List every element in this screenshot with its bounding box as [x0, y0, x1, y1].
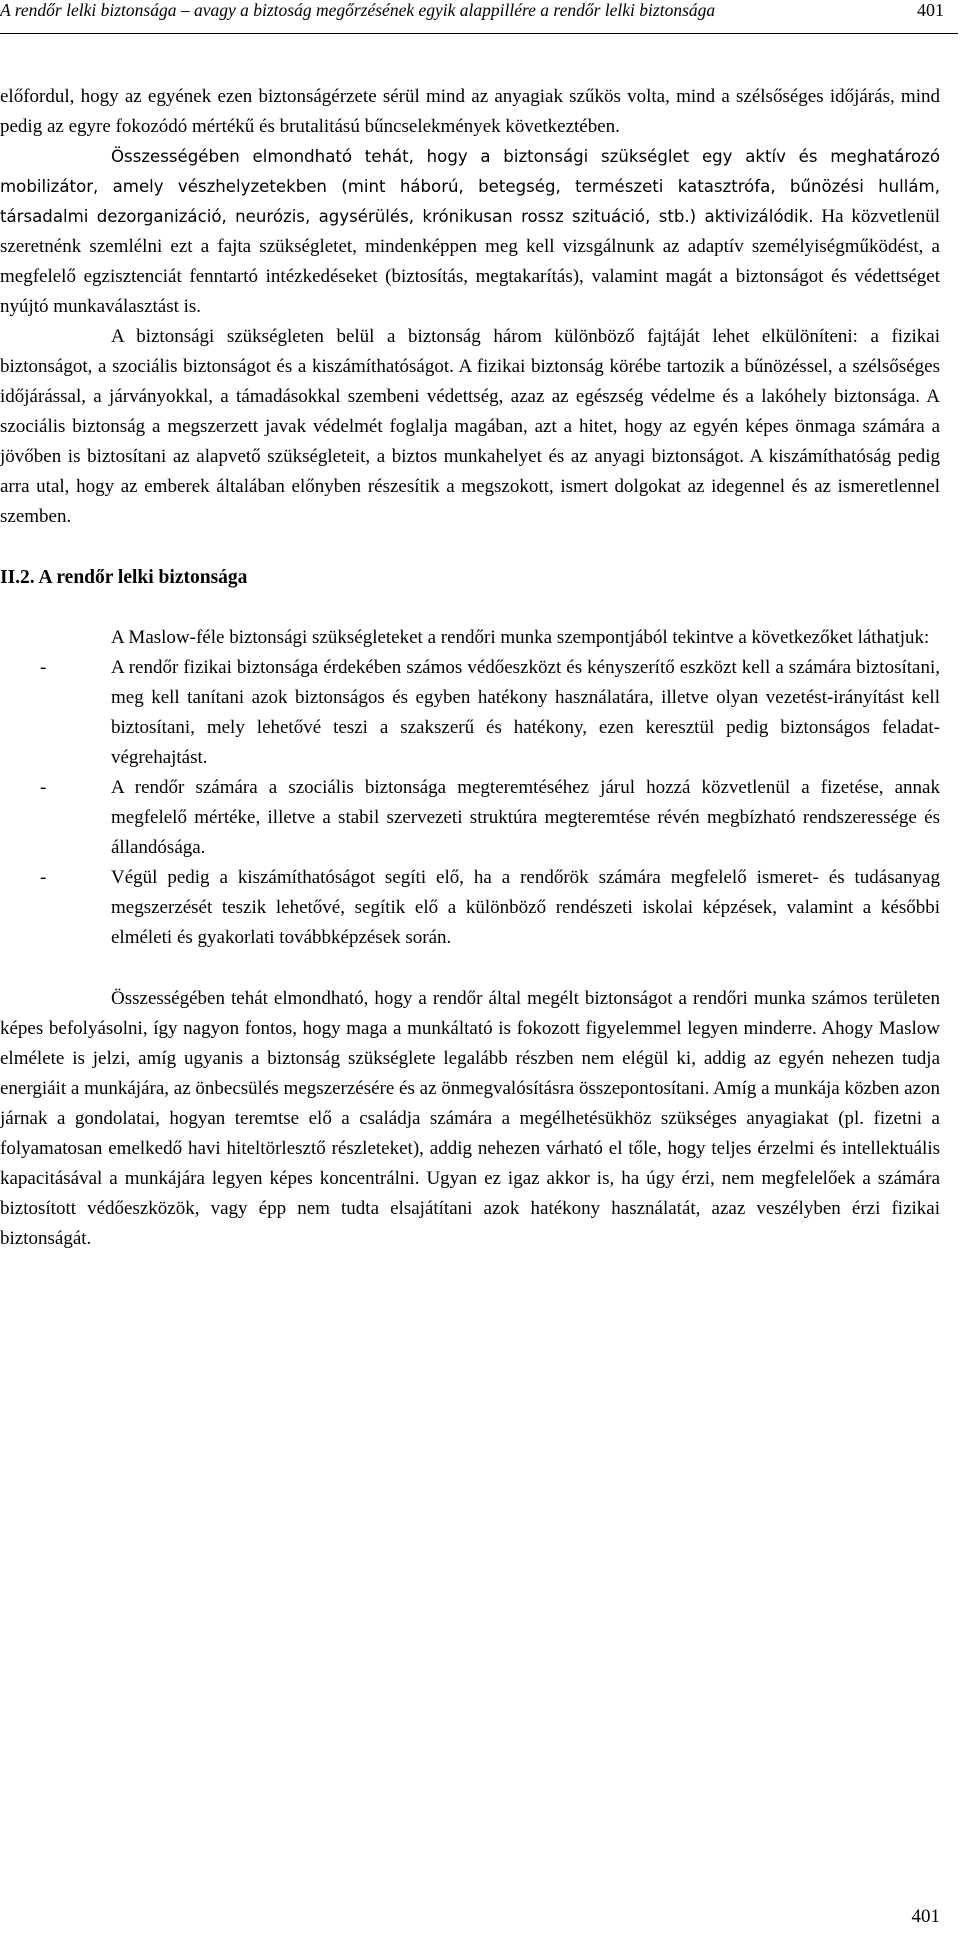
list-item: [0, 773, 940, 863]
needs-list: [0, 653, 940, 953]
paragraph-intro: előfordul, hogy az egyének ezen biztonságérzete sérül mind az anyagiak szűkös volta, mind a szélsőséges időjárás, mind pedig az egyre fokozódó mértékű és brutalitású bűncselekmények következtében.: [0, 86, 940, 137]
paragraph-summary-sans: Összességében elmondható tehát, hogy a biztonsági szükséglet egy aktív és meghatározó mobilizátor, amely vészhelyzetekben (mint háború, betegség, természeti katasztrófa, bűnözési hullám, társadalmi dezorganizáció, neurózis, agysérülés, krónikusan rossz szituáció, stb.) aktivizálódik.: [0, 147, 940, 226]
paragraph-security-types: A biztonsági szükségleten belül a biztonság három különböző fajtáját lehet elkülöníteni: a fizikai biztonságot, a szociális biztonságot és a kiszámíthatóságot. A fizikai biztonság körébe tartozik a bűnözéssel, a szélsőséges időjárással, a járványokkal, a támadásokkal szembeni védettség, azaz az egészség védelme és a lakóhely biztonsága. A szociális biztonság a megszerzett javak védelmét foglalja magában, azt a hitet, hogy az egyén képes önmaga számára a jövőben is biztosítani az alapvető szükségleteit, a biztos munkahelyet és az anyagi biztonságot. A kiszámíthatóság pedig arra utal, hogy az emberek általában előnyben részesítik a megszokott, ismert dolgokat az idegennel és az ismeretlennel szemben.: [0, 326, 940, 527]
list-item-text: A rendőr számára a szociális biztonsága megteremtéséhez járul hozzá közvetlenül a fizetése, annak megfelelő mértéke, illetve a stabil szervezeti struktúra megteremtése révén megbízható rendszeressége és állandósága.: [111, 777, 940, 858]
paragraph-conclusion: Összességében tehát elmondható, hogy a rendőr által megélt biztonságot a rendőri munka számos területen képes befolyásolni, így nagyon fontos, hogy maga a munkáltató is fokozott figyelemmel legyen minderre. Ahogy Maslow elmélete is jelzi, amíg ugyanis a biztonság szükséglete legalább részben nem elégül ki, addig az egyén nehezen tudja energiáit a munkájára, az önbecsülés megszerzésére és az önmegvalósításra összepontosítani. Amíg a munkája közben azon járnak a gondolatai, hogyan teremtse elő a családja számára a megélhetésükhöz szükséges anyagiakat (pl. fizetni a folyamatosan emelkedő havi hiteltörlesztő részleteket), addig nehezen várható el tőle, hogy teljes érzelmi és intellektuális kapacitásával a munkájára legyen képes koncentrálni. Ugyan ez igaz akkor is, ha úgy érzi, nem megfelelőek a számára biztosított védőeszközök, vagy épp nem tudta elsajátítani azok hatékony használatát, azaz veszélyben érzi fizikai biztonságát.: [0, 988, 940, 1249]
header-rule: [0, 33, 958, 34]
paragraph-summary-serif: Ha közvetlenül szeretnénk szemlélni ezt a fajta szükségletet, mindenképpen meg kell vizsgálnunk az adaptív személyiségműködést, a megfelelő egzisztenciát fenntartó intézkedéseket (biztosítás, megtakarítás), valamint magát a biztonságot és védettséget nyújtó munkaválasztást is.: [0, 206, 941, 317]
list-item-text: Végül pedig a kiszámíthatóságot segíti elő, ha a rendőrök számára megfelelő ismeret- és tudásanyag megszerzését teszik lehetővé, segítik elő a különböző rendészeti iskolai képzések, valamint a későbbi elméleti és gyakorlati továbbképzések során.: [111, 867, 940, 948]
list-dash: -: [40, 777, 47, 798]
list-dash: -: [40, 867, 47, 888]
list-item: [0, 653, 940, 773]
paragraph-summary: [0, 142, 940, 322]
running-header: [0, 0, 960, 34]
header-page-number: 401: [917, 0, 944, 20]
section-heading: II.2. A rendőr lelki biztonsága: [0, 567, 248, 588]
list-dash: -: [40, 657, 47, 678]
running-title: A rendőr lelki biztonsága – avagy a biztoság megőrzésének egyik alappillére a rendőr lelki biztonsága: [0, 0, 716, 20]
list-item-text: A rendőr fizikai biztonsága érdekében számos védőeszközt és kényszerítő eszközt kell a számára biztosítani, meg kell tanítani azok biztonságos és egyben hatékony használatára, illetve olyan vezetést-irányítást kell biztosítani, mely lehetővé teszi a szakszerű és hatékony, ezen keresztül pedig biztonságos feladat-végrehajtást.: [111, 657, 940, 768]
list-item: [0, 863, 940, 953]
footer-page-number: 401: [911, 1906, 940, 1927]
paragraph-maslow: A Maslow-féle biztonsági szükségleteket a rendőri munka szempontjából tekintve a következőket láthatjuk:: [111, 627, 930, 648]
page-body: [0, 82, 940, 1254]
